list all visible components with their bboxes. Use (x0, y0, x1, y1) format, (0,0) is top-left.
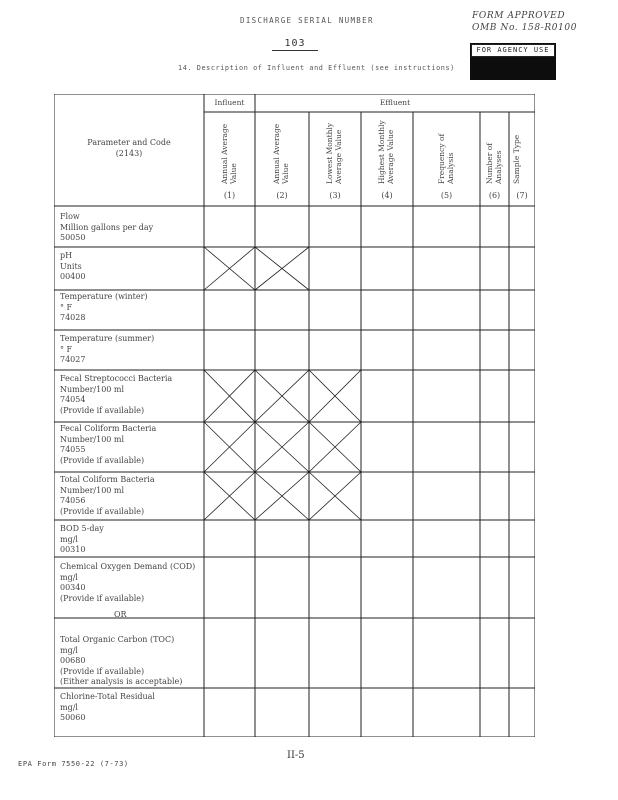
parameter-row-4-line-3: 74027 (60, 355, 86, 364)
parameter-row-6-line-4: (Provide if available) (60, 455, 145, 465)
column-header-4: Highest Monthly Average Value (377, 120, 395, 184)
parameter-row-10-line-2: mg/l (60, 645, 78, 655)
column-header-6: Number of Analyses (484, 142, 503, 184)
omb-number: OMB No. 158-R0100 (472, 23, 578, 33)
parameter-row-2-line-3: 00400 (60, 272, 86, 281)
parameter-row-4 (60, 334, 154, 366)
column-header-7: Sample Type (512, 134, 521, 184)
parameter-row-5-line-3: 74054 (60, 395, 86, 404)
parameter-header-label: Parameter and Code (87, 138, 171, 147)
parameter-row-3-line-1: Temperature (winter) (60, 292, 148, 301)
parameter-row-5-line-2: Number/100 ml (60, 384, 125, 394)
parameter-row-8 (60, 524, 104, 556)
influent-effluent-table (54, 94, 535, 737)
column-number-4: (4) (381, 191, 393, 200)
parameter-row-8-line-1: BOD 5-day (60, 524, 104, 533)
parameter-row-11-line-3: 50060 (60, 713, 86, 722)
column-number-7: (7) (516, 191, 528, 200)
parameter-row-7 (60, 475, 155, 517)
parameter-row-10 (60, 635, 182, 688)
parameter-header (54, 138, 204, 159)
parameter-row-8-line-3: 00310 (60, 545, 86, 554)
parameter-row-9-line-2: mg/l (60, 572, 78, 582)
parameter-row-9-line-3: 00340 (60, 583, 86, 592)
parameter-row-1-line-3: 50050 (60, 233, 86, 242)
page-number: II-5 (287, 750, 305, 761)
parameter-row-10-line-1: Total Organic Carbon (TOC) (60, 635, 175, 644)
parameter-row-1 (60, 212, 153, 244)
parameter-row-3 (60, 292, 148, 324)
discharge-serial-number-heading: DISCHARGE SERIAL NUMBER (240, 16, 374, 25)
parameter-row-11-line-1: Chlorine-Total Residual (60, 692, 155, 701)
parameter-row-6-line-3: 74055 (60, 445, 86, 454)
column-header-1: Annual Average Value (219, 123, 238, 184)
parameter-row-3-line-2: ° F (60, 302, 73, 312)
parameter-row-9 (60, 562, 195, 604)
column-number-2: (2) (276, 191, 288, 200)
parameter-row-6-line-1: Fecal Coliform Bacteria (60, 424, 157, 433)
parameter-row-5 (60, 374, 172, 416)
parameter-row-6 (60, 424, 156, 466)
parameter-row-4-line-1: Temperature (summer) (60, 334, 155, 343)
column-header-3: Lowest Monthly Average Value (325, 122, 343, 184)
form-approved-label: FORM APPROVED (472, 11, 566, 21)
form-id: EPA Form 7550-22 (7-73) (18, 760, 129, 768)
column-header-2: Annual Average Value (272, 123, 290, 184)
parameter-row-11 (60, 692, 155, 724)
agency-use-box (470, 43, 556, 80)
parameter-row-7-line-4: (Provide if available) (60, 506, 145, 516)
column-header-5: Frequency of Analysis (436, 133, 455, 184)
agency-use-label: FOR AGENCY USE (471, 44, 555, 57)
parameter-row-6-line-2: Number/100 ml (60, 434, 125, 444)
parameter-row-11-line-2: mg/l (60, 702, 78, 712)
parameter-row-10-line-5: (Either analysis is acceptable) (60, 677, 183, 686)
parameter-header-code: (2143) (115, 148, 143, 158)
column-number-3: (3) (329, 191, 341, 200)
form-approved-notice (472, 10, 577, 34)
parameter-row-10-line-3: 00680 (60, 656, 86, 665)
serial-number-field[interactable]: 103 (272, 38, 318, 51)
parameter-row-7-line-2: Number/100 ml (60, 485, 125, 495)
section-description: 14. Description of Influent and Effluent (see instructions) (178, 64, 455, 72)
column-number-1: (1) (223, 191, 236, 200)
parameter-row-9-line-4: (Provide if available) (60, 593, 145, 603)
effluent-header: Effluent (379, 98, 411, 107)
column-number-5: (5) (440, 191, 453, 200)
parameter-row-3-line-3: 74028 (60, 313, 86, 322)
parameter-row-8-line-2: mg/l (60, 534, 78, 544)
parameter-row-2-line-1: pH (60, 251, 73, 260)
or-separator: OR (114, 610, 127, 619)
parameter-row-9-line-1: Chemical Oxygen Demand (COD) (60, 562, 196, 571)
parameter-row-1-line-1: Flow (60, 212, 80, 221)
parameter-row-2-line-2: Units (60, 261, 82, 271)
column-number-6: (6) (488, 191, 501, 200)
parameter-row-5-line-4: (Provide if available) (60, 405, 145, 415)
parameter-row-10-line-4: (Provide if available) (60, 666, 145, 676)
parameter-row-2 (60, 251, 85, 283)
influent-header: Influent (214, 98, 245, 107)
parameter-row-1-line-2: Million gallons per day (60, 222, 154, 232)
parameter-row-5-line-1: Fecal Streptococci Bacteria (60, 374, 173, 383)
parameter-row-4-line-2: ° F (60, 344, 73, 354)
parameter-row-7-line-3: 74056 (60, 496, 86, 505)
parameter-row-7-line-1: Total Coliform Bacteria (60, 475, 155, 484)
